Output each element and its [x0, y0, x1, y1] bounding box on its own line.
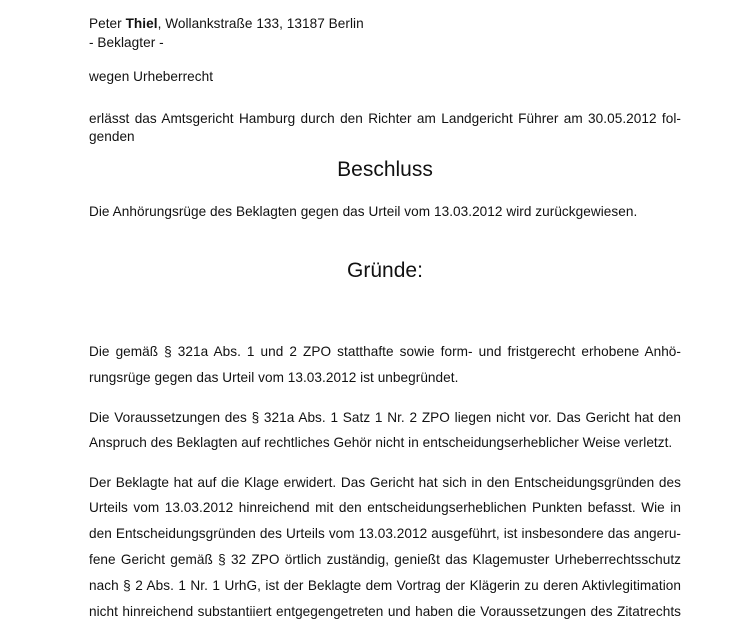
- party-role: - Beklagter -: [89, 35, 164, 50]
- reasons-p3-line-2: Urteils vom 13.03.2012 hinreichend mit den entscheidungserheblichen Punkten befasst. Wie in: [89, 500, 681, 515]
- party-address: , Wollankstraße 133, 13187 Berlin: [157, 16, 364, 31]
- party-name-address: [89, 15, 364, 32]
- party-first-name: Peter: [89, 16, 122, 31]
- reasons-p2-line-1: Die Voraussetzungen des § 321a Abs. 1 Satz 1 Nr. 2 ZPO liegen nicht vor. Das Gericht hat den: [89, 410, 681, 425]
- reasons-p3-line-1: Der Beklagte hat auf die Klage erwidert. Das Gericht hat sich in den Entscheidungsgründen des: [89, 475, 681, 490]
- reasons-p3-line-3: den Entscheidungsgründen des Urteils vom 13.03.2012 ausgeführt, ist insbesondere das angeru-: [89, 526, 681, 541]
- decision-title: Beschluss: [337, 158, 433, 181]
- reasons-p3-line-5: nach § 2 Abs. 1 Nr. 1 UrhG, ist der Beklagte dem Vortrag der Klägerin zu deren Aktivlegitimation: [89, 578, 681, 593]
- reasons-title: Gründe:: [347, 259, 423, 282]
- reasons-p1-line-2: rungsrüge gegen das Urteil vom 13.03.2012 ist unbegründet.: [89, 370, 459, 385]
- party-last-name: Thiel: [125, 16, 158, 31]
- reasons-p3-line-4: fene Gericht gemäß § 32 ZPO örtlich zuständig, genießt das Klagemuster Urheberrechtsschutz: [89, 552, 681, 567]
- reasons-p3-line-6: nicht hinreichend substantiiert entgegengetreten und haben die Voraussetzungen des Zitatrechts: [89, 604, 681, 619]
- reasons-p2-line-2: Anspruch des Beklagten auf rechtliches Gehör nicht in entscheidungserheblicher Weise verletzt.: [89, 435, 673, 450]
- subject-line: wegen Urheberrecht: [89, 69, 214, 84]
- intro-line-2: genden: [89, 129, 135, 144]
- decision-text: Die Anhörungsrüge des Beklagten gegen das Urteil vom 13.03.2012 wird zurückgewiesen.: [89, 204, 638, 219]
- reasons-p1-line-1: Die gemäß § 321a Abs. 1 und 2 ZPO statthafte sowie form- und fristgerecht erhobene Anhö-: [89, 344, 681, 359]
- intro-line-1: erlässt das Amtsgericht Hamburg durch den Richter am Landgericht Führer am 30.05.2012 fol-: [89, 111, 681, 126]
